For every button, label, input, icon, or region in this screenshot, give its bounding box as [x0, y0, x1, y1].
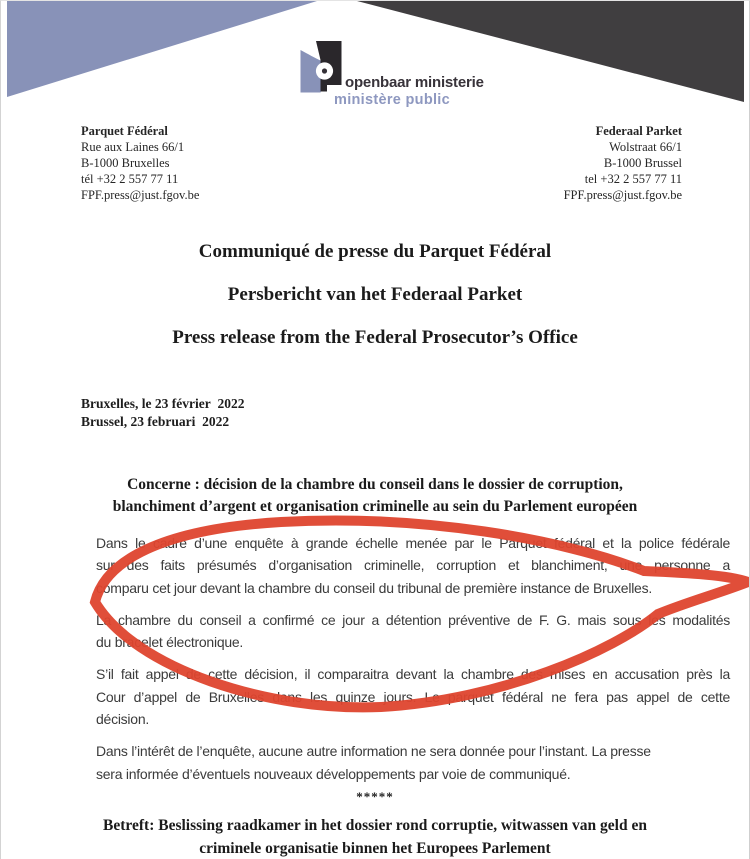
subject-fr-line-1: Concerne : décision de la chambre du conseil dans le dossier de corruption, [127, 476, 623, 493]
document-titles [1, 241, 749, 370]
paragraph-line: sur des faits présumés d’organisation criminelle, corruption et blanchiment, une personne a [96, 557, 730, 574]
paragraph-line: comparu cet jour devant la chambre du conseil du tribunal de première instance de Bruxelles. [96, 579, 652, 596]
logo-text-french: ministère public [334, 92, 450, 108]
title-french: Communiqué de presse du Parquet Fédéral [198, 241, 552, 262]
street-nl: Wolstraat 66/1 [609, 139, 682, 154]
city-nl: B-1000 Brussel [603, 155, 682, 170]
subject-fr-line-2: blanchiment d’argent et organisation criminelle au sein du Parlement européen [112, 498, 638, 515]
paragraph-line: Dans le cadre d’une enquête à grande échelle menée par le Parquet fédéral et la police fédérale [96, 535, 730, 551]
subject-heading-fr [56, 474, 694, 518]
paragraph-no-further-info [96, 740, 730, 785]
title-dutch: Persbericht van het Federaal Parket [227, 284, 523, 305]
phone-fr: tél +32 2 557 77 11 [81, 171, 179, 186]
contact-block-fr [81, 124, 199, 204]
street-fr: Rue aux Laines 66/1 [81, 139, 185, 154]
dateline [81, 395, 244, 430]
ministry-logo-icon [299, 41, 343, 99]
logo-text-dutch: openbaar ministerie [345, 74, 484, 91]
email-fr: FPF.press@just.fgov.be [81, 187, 200, 202]
paragraph-appeal [96, 663, 730, 730]
blue-triangle-decoration [7, 1, 317, 97]
office-name-nl: Federaal Parket [595, 124, 682, 138]
phone-nl: tel +32 2 557 77 11 [584, 171, 682, 186]
paragraph-decision [96, 609, 730, 654]
letterhead-band [1, 1, 749, 116]
paragraph-line: Dans l’intérêt de l’enquête, aucune autre information ne sera donnée pour l’instant. La presse [96, 743, 651, 760]
contact-block-nl [564, 124, 682, 204]
paragraph-line: La chambre du conseil a confirmé ce jour a détention préventive de F. G. mais sous les modalités [96, 611, 730, 628]
city-fr: B-1000 Bruxelles [81, 155, 170, 170]
body-text [96, 532, 730, 795]
title-english: Press release from the Federal Prosecutor’s Office [172, 327, 578, 348]
paragraph-line: sera informée d’éventuels nouveaux développements par voie de communiqué. [96, 765, 571, 782]
dateline-french: Bruxelles, le 23 février 2022 [81, 396, 245, 411]
email-nl: FPF.press@just.fgov.be [563, 187, 682, 202]
openbaar-ministerie-logo [299, 41, 559, 111]
dateline-dutch: Brussel, 23 februari 2022 [81, 413, 230, 429]
paragraph-line: décision. [96, 711, 150, 728]
paragraph-line: du bracelet électronique. [96, 634, 244, 651]
subject-heading-nl [56, 815, 694, 859]
paragraph-investigation [96, 532, 730, 599]
subject-nl-line-1: Betreft: Beslissing raadkamer in het dossier rond corruptie, witwassen van geld en [103, 817, 647, 834]
subject-nl-line-2: criminele organisatie binnen het Europees Parlement [199, 839, 551, 857]
paragraph-line: Cour d’appel de Bruxelles dans les quinze jours. Le parquet fédéral ne fera pas appel de cette [96, 688, 730, 705]
asterisk-separator: ***** [356, 789, 394, 804]
paragraph-line: S’il fait appel de cette décision, il comparaitra devant la chambre des mises en accusation près la [96, 666, 730, 683]
office-name-fr: Parquet Fédéral [81, 124, 168, 138]
